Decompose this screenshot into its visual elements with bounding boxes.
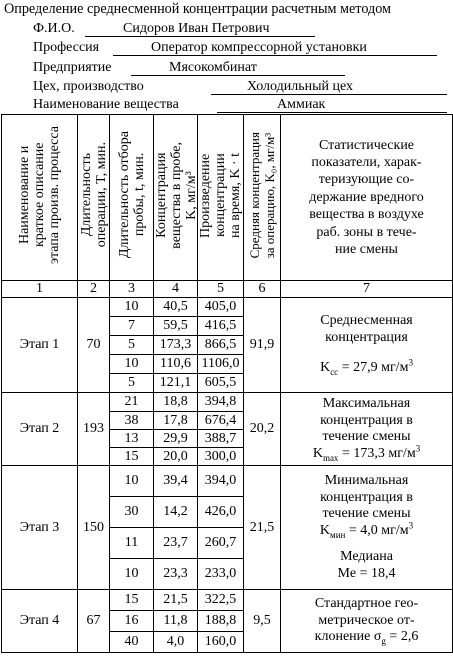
sample-product: 322,5: [198, 590, 244, 611]
sample-duration: 13: [110, 430, 154, 448]
column-number: 7: [281, 281, 453, 298]
stage-name: Этап 3: [2, 466, 78, 590]
sample-concentration: 18,8: [154, 393, 198, 412]
info-value-shop-line: [211, 78, 447, 95]
table-row: [2, 298, 453, 317]
sample-product: 188,8: [198, 611, 244, 632]
info-label-profession: Профессия: [33, 40, 100, 55]
stage-average: 21,5: [244, 466, 281, 590]
info-row-profession: [33, 39, 453, 56]
table-row: [2, 466, 453, 497]
note-median-value: Me = 18,4: [337, 565, 396, 581]
sample-concentration: 173,3: [154, 336, 198, 355]
info-row-substance: [33, 96, 453, 113]
sample-product: 160,0: [198, 632, 244, 653]
column-number: 2: [78, 281, 110, 298]
stage-duration: 67: [78, 590, 110, 653]
sample-concentration: 29,9: [154, 430, 198, 448]
sample-product: 605,5: [198, 374, 244, 393]
sample-concentration: 17,8: [154, 412, 198, 430]
stage-name: Этап 2: [2, 393, 78, 466]
stage-average: 9,5: [244, 590, 281, 653]
header-product: Произведение концентрации на время, K · t: [198, 115, 244, 281]
table-row: [2, 393, 453, 412]
info-label-fio: Ф.И.О.: [33, 21, 75, 36]
header-stage-name: Наименование и краткое описание этапа произв. процесса: [2, 115, 78, 281]
info-value-enterprise-line: [131, 59, 345, 76]
info-value-substance-line: [217, 96, 447, 113]
info-row-enterprise: [33, 59, 453, 76]
sample-product: 394,0: [198, 466, 244, 497]
sample-duration: 30: [110, 497, 154, 528]
sample-duration: 10: [110, 355, 154, 374]
sample-duration: 40: [110, 632, 154, 653]
header-average-concentration: Средняя концентрация за операцию, K₀, мг/м³: [244, 115, 281, 281]
info-row-shop: [33, 78, 453, 95]
info-label-substance: Наименование вещества: [33, 97, 179, 112]
sample-product: 426,0: [198, 497, 244, 528]
sample-concentration: 23,7: [154, 528, 198, 559]
sample-product: 233,0: [198, 559, 244, 590]
column-number: 3: [110, 281, 154, 298]
sample-duration: 21: [110, 393, 154, 412]
sample-product: 866,5: [198, 336, 244, 355]
concentration-table: [1, 114, 453, 653]
sample-concentration: 121,1: [154, 374, 198, 393]
sample-concentration: 110,6: [154, 355, 198, 374]
column-number: 4: [154, 281, 198, 298]
stage-name: Этап 4: [2, 590, 78, 653]
sample-product: 416,5: [198, 317, 244, 336]
info-row-fio: [33, 20, 453, 37]
stage-duration: 150: [78, 466, 110, 590]
stage-duration: 70: [78, 298, 110, 393]
sample-product: 260,7: [198, 528, 244, 559]
sample-duration: 15: [110, 448, 154, 466]
table-row: [2, 590, 453, 611]
note-min-concentration: Минимальная концентрация в течение смены $K_{мин} = 4,0$ $мг/м^3$ Медиана Me = 18,4: [281, 466, 453, 590]
note-average-shift: Среднесменная концентрация $K_{cc} = 27,9$ $мг/м^3$: [281, 298, 453, 393]
info-label-enterprise: Предприятие: [33, 60, 112, 75]
column-number: 1: [2, 281, 78, 298]
note-median-label: Медиана: [340, 549, 393, 564]
sample-product: 388,7: [198, 430, 244, 448]
sample-concentration: 59,5: [154, 317, 198, 336]
sample-duration: 15: [110, 590, 154, 611]
note-geometric-deviation: Стандартное гео- метрическое от- клонение $\sigma_g = 2,6$: [281, 590, 453, 653]
stage-duration: 193: [78, 393, 110, 466]
sample-concentration: 39,4: [154, 466, 198, 497]
info-value-profession: Оператор компрессорной установки: [151, 40, 367, 55]
info-label-shop: Цех, производство: [33, 79, 144, 94]
sample-concentration: 40,5: [154, 298, 198, 317]
sample-duration: 16: [110, 611, 154, 632]
sample-duration: 10: [110, 559, 154, 590]
sample-product: 1106,0: [198, 355, 244, 374]
sample-duration: 5: [110, 336, 154, 355]
table-header-row: [2, 115, 453, 281]
info-value-shop: Холодильный цех: [247, 79, 354, 94]
stage-name: Этап 1: [2, 298, 78, 393]
info-value-substance: Аммиак: [277, 97, 326, 112]
sample-concentration: 21,5: [154, 590, 198, 611]
column-number: 6: [244, 281, 281, 298]
header-operation-duration: Длительность операции, T, мин.: [78, 115, 110, 281]
info-value-fio: Сидоров Иван Петрович: [123, 21, 270, 36]
sample-duration: 5: [110, 374, 154, 393]
header-statistics: Статистические показатели, харак- теризующие со- держание вредного вещества в воздухе раб. зоны в тече- ние смены: [281, 115, 453, 281]
sample-product: 394,8: [198, 393, 244, 412]
sample-concentration: 14,2: [154, 497, 198, 528]
sample-duration: 10: [110, 466, 154, 497]
info-value-enterprise: Мясокомбинат: [169, 60, 257, 75]
header-concentration: Концентрация вещества в пробе, K, мг/м³: [154, 115, 198, 281]
info-value-fio-line: [85, 20, 315, 37]
sample-duration: 11: [110, 528, 154, 559]
stage-average: 20,2: [244, 393, 281, 466]
note-max-concentration: Максимальная концентрация в течение смены $K_{max} = 173,3$ $мг/м^3$: [281, 393, 453, 466]
sample-product: 300,0: [198, 448, 244, 466]
sample-concentration: 20,0: [154, 448, 198, 466]
header-sampling-duration: Длительность отбора пробы, t, мин.: [110, 115, 154, 281]
stage-average: 91,9: [244, 298, 281, 393]
sample-duration: 10: [110, 298, 154, 317]
sample-product: 405,0: [198, 298, 244, 317]
column-number: 5: [198, 281, 244, 298]
sample-concentration: 11,8: [154, 611, 198, 632]
sample-duration: 7: [110, 317, 154, 336]
column-numbers-row: [2, 281, 453, 298]
sample-concentration: 4,0: [154, 632, 198, 653]
info-value-profession-line: [113, 39, 437, 56]
sample-duration: 38: [110, 412, 154, 430]
sample-concentration: 23,3: [154, 559, 198, 590]
sample-product: 676,4: [198, 412, 244, 430]
page-title: Определение среднесменной концентрации расчетным методом: [4, 1, 392, 17]
